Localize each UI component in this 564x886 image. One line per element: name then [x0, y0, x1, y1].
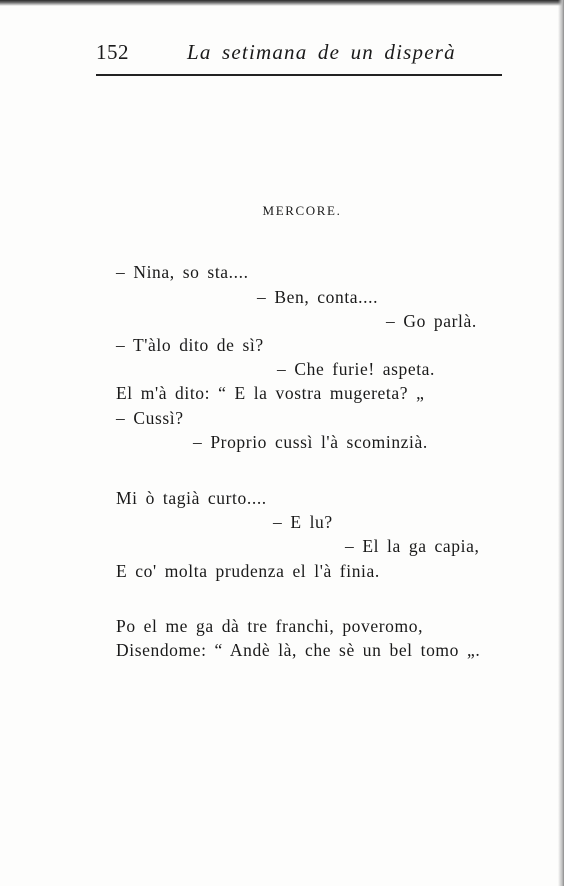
verse-line: – Cussì?: [116, 408, 184, 428]
section-title: MERCORE.: [262, 203, 342, 218]
verse-line: E co' molta prudenza el l'à finia.: [116, 561, 380, 581]
verse-line: – Ben, conta....: [257, 287, 379, 307]
verse-line: Po el me ga dà tre franchi, poveromo,: [116, 616, 424, 636]
page-right-edge: [558, 0, 564, 886]
verse-line: – E lu?: [273, 512, 333, 532]
verse-line: – Proprio cussì l'à scominzià.: [193, 432, 428, 452]
verse-line: El m'à dito: “ E la vostra mugereta? „: [116, 383, 425, 403]
verse-line: – Che furie! aspeta.: [277, 359, 436, 379]
running-title: La setimana de un disperà: [187, 40, 456, 64]
header-rule: [96, 74, 502, 76]
verse-line: Disendome: “ Andè là, che sè un bel tomo „.: [116, 640, 481, 660]
verse-line: – Go parlà.: [386, 311, 477, 331]
verse-line: – T'àlo dito de sì?: [116, 335, 264, 355]
page-top-edge: [0, 0, 564, 6]
verse-line: – El la ga capia,: [345, 536, 480, 556]
verse-line: Mi ò tagià curto....: [116, 488, 267, 508]
page-number: 152: [96, 40, 129, 64]
verse-line: – Nina, so sta....: [116, 262, 249, 282]
